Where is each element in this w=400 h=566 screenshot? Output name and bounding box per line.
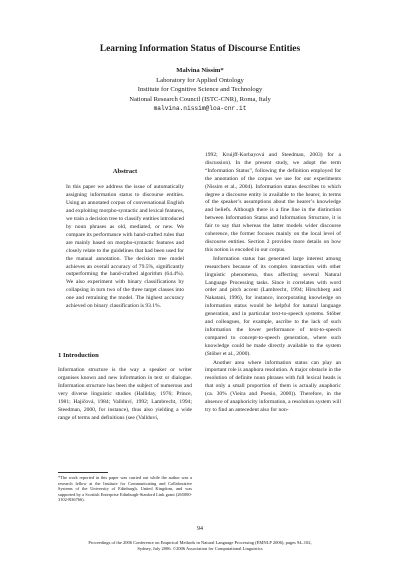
- footnote-rule: [58, 472, 108, 473]
- page-number: 94: [197, 526, 203, 532]
- proceedings-footer: [30, 540, 370, 552]
- affiliation-line: Laboratory for Applied Ontology: [156, 76, 244, 84]
- abstract-heading: Abstract: [112, 168, 138, 175]
- right-column: [205, 152, 341, 415]
- footnote: *The work reported in this paper was carried out while the author was a research fellow at the Institute for Communicating and Collaborative Systems of the University of Edinburgh, United Kingdom, and was supported by a Scottish Enterprise Edinburgh-Stanford Link grant (265000-3102-R36766).: [58, 475, 192, 503]
- author-block: [0, 66, 400, 114]
- abstract-text: In this paper we address the issue of automatically assigning information status to discourse entities. Using an annotated corpus of conversational English and exploiting morpho-syntactic and lexical features, we train a decision tree to classify entities introduced by noun phrases as old, mediated, or new. We compare its performance with hand-crafted rules that are mainly based on morpho-syntactic features and closely relate to the guidelines that had been used for the manual annotation. The decision tree model achieves an overall accuracy of 79.5%, significantly outperforming the hand-crafted algorithm (64.4%). We also experiment with binary classifications by collapsing in turn two of the three target classes into one and retraining the model. The highest accuracy achieved on binary classification is 93.1%.: [66, 184, 184, 310]
- introduction-text: Information structure is the way a speaker or writer organises known and new information in text or dialogue. Information structure has been the subject of numerous and very diverse linguistic studies (Halliday, 1976; Prince, 1981; Hajičová, 1984; Vallduví, 1992; Lambrecht, 1994; Steedman, 2000, for instance), thus also yielding a wide range of terms and definitions (see (Vallduví,: [58, 367, 192, 421]
- body-paragraph: Information status has generated large interest among researchers because of its complex interaction with other linguistic phenomena, thus affecting several Natural Language Processing tasks. Since it correlates with word order and pitch accent (Lambrecht, 1994; Hirschberg and Nakatani, 1996), for instance, incorporating knowledge on information status would be helpful for natural language generation, and in particular text-to-speech systems. Stöber and colleagues, for example, ascribe to the lack of such information the lower performance of text-to-speech compared to concept-to-speech generation, where such knowledge could be made directly available to the system (Stöber et al., 2000).: [205, 255, 341, 357]
- paper-title: Learning Information Status of Discourse Entities: [99, 44, 301, 54]
- affiliation-line: Institute for Cognitive Science and Technology: [137, 86, 263, 94]
- proceedings-line: Sydney, July 2006. ©2006 Association for Computational Linguistics: [137, 546, 263, 551]
- body-paragraph: Another area where information status can play an important role is anaphora resolution. A major obstacle in the resolution of definite noun phrases with full lexical heads is that only a small proportion of them is actually anaphoric (ca. 30% (Vieira and Poesio, 2000)). Therefore, in the absence of anaphoricity information, a resolution system will try to find an antecedent also for non-: [205, 359, 341, 413]
- author-email: malvina.nissim@loa-cnr.it: [153, 105, 247, 113]
- section-heading-introduction: 1 Introduction: [58, 352, 99, 359]
- author-name: Malvina Nissim*: [176, 67, 224, 74]
- body-paragraph: 1992; Kruijff-Korbayová and Steedman, 2003) for a discussion). In the present study, we adopt the term “Information Status”, following the definition employed for the annotation of the corpus we use for our experiments (Nissim et al., 2004). Information status describes to which degree a discourse entity is available to the hearer, in terms of the speaker’s assumptions about the hearer’s knowledge and beliefs. Although there is a fine line in the distinction between Information Status and Information Structure, it is fair to say that whereas the latter models wider discourse coherence, the former focuses mainly on the local level of discourse entities. Section 2 provides more details on how this notion is encoded in our corpus.: [205, 152, 341, 253]
- proceedings-line: Proceedings of the 2006 Conference on Empirical Methods in Natural Language Processing (EMNLP 2006), pages 94–102,: [88, 540, 312, 545]
- affiliation-line: National Research Council (ISTC-CNR), Roma, Italy: [129, 95, 271, 103]
